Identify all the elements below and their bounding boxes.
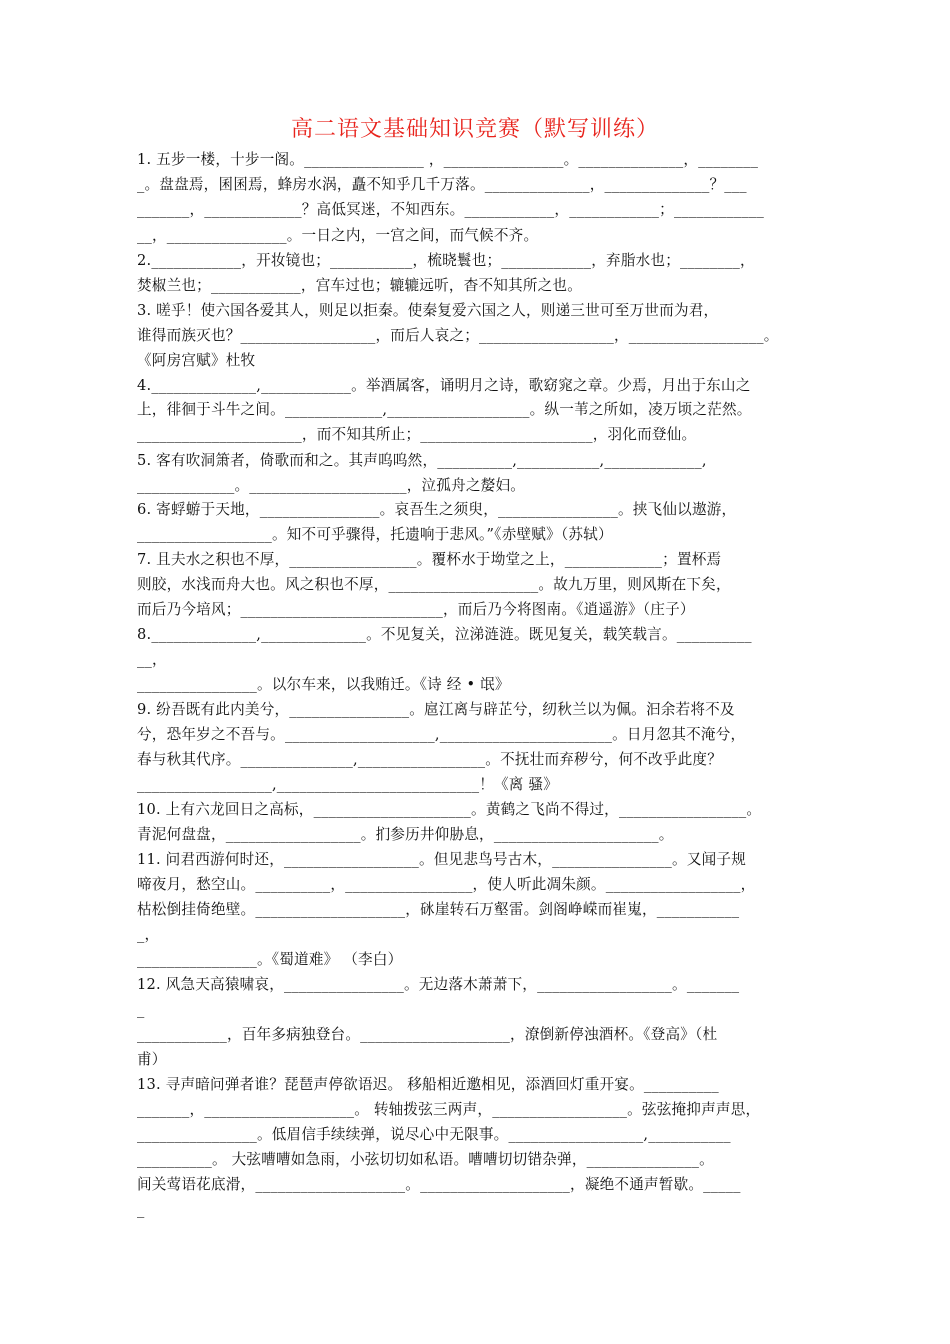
- text-line: __，: [137, 651, 167, 668]
- text-line: 8.______________,______________。不见复关，泣涕涟涟。既见复关，载笑载言。__________: [137, 626, 752, 643]
- text-line: 《阿房宫赋》杜牧: [137, 352, 256, 369]
- text-line: 甫）: [137, 1051, 167, 1068]
- text-line: 13. 寻声暗问弹者谁？琵琶声停欲语迟。 移船相近邀相见，添酒回灯重开宴。__________: [137, 1076, 719, 1093]
- text-line: __，________________。一日之内，一宫之间，而气候不齐。: [137, 227, 539, 244]
- text-line: 则胶，水浅而舟大也。风之积也不厚，____________________。故九万里，则风斯在下矣，: [137, 576, 731, 593]
- text-line: 谁得而族灭也？__________________，而后人哀之；__________________，__________________。: [137, 327, 779, 344]
- text-line: ________________。《蜀道难》 （李白）: [137, 951, 403, 968]
- text-line: _: [137, 1201, 145, 1218]
- text-line: 3. 嗟乎！使六国各爱其人，则足以拒秦。使秦复爱六国之人，则递三世可至万世而为君，: [137, 302, 719, 319]
- text-line: 6. 寄蜉蝣于天地，________________。哀吾生之须臾，________________。挟飞仙以遨游，: [137, 501, 737, 518]
- text-line: _，: [137, 926, 160, 943]
- document-title: 高二语文基础知识竞赛（默写训练）: [290, 117, 659, 142]
- text-line: ____________，百年多病独登台。____________________，潦倒新停浊酒杯。《登高》（杜: [137, 1026, 718, 1043]
- text-line: _。盘盘焉，囷囷焉，蜂房水涡，矗不知乎几千万落。______________，______________？___: [137, 176, 747, 193]
- text-line: 上，徘徊于斗牛之间。_____________,___________________。纵一苇之所如，凌万顷之茫然。: [137, 401, 752, 418]
- text-line: 而后乃今培风；___________________________，而后乃今将图南。《逍遥游》（庄子）: [137, 601, 695, 618]
- text-line: _______，____________________。 转轴拨弦三两声，__________________。弦弦掩抑声声思，: [137, 1101, 761, 1118]
- text-line: 11. 问君西游何时还，__________________。但见悲鸟号古木，________________。又闻子规: [137, 851, 747, 868]
- text-line: 啼夜月，愁空山。__________，_________________，使人听此凋朱颜。__________________，: [137, 876, 756, 893]
- text-line: 青泥何盘盘，__________________。扪参历井仰胁息，______________________。: [137, 826, 674, 843]
- text-line: __________。 大弦嘈嘈如急雨，小弦切切如私语。嘈嘈切切错杂弹，_______________。: [137, 1151, 714, 1168]
- text-line: 枯松倒挂倚绝壁。____________________，砯崖转石万壑雷。剑阁峥嵘而崔嵬，___________: [137, 901, 740, 918]
- text-line: 7. 且夫水之积也不厚，_________________。覆杯水于坳堂之上，_____________；置杯焉: [137, 551, 722, 568]
- text-line: 2.____________，开妆镜也；___________，梳晓鬟也；____________，弃脂水也；________，: [137, 252, 755, 269]
- text-line: _____________。_____________________，泣孤舟之嫠妇。: [137, 477, 526, 494]
- text-line: ________________。低眉信手续续弹，说尽心中无限事。__________________,___________: [137, 1126, 731, 1143]
- text-line: 10. 上有六龙回日之高标，_____________________。黄鹤之飞尚不得过，_________________。: [137, 801, 762, 818]
- text-line: _______，_____________？高低冥迷，不知西东。____________，____________；____________: [137, 201, 764, 218]
- text-line: ______________________，而不知其所止；_______________________，羽化而登仙。: [137, 426, 697, 443]
- text-line: 12. 风急天高猿啸哀，________________。无边落木萧萧下，__________________。_______: [137, 976, 740, 993]
- text-line: 春与秋其代序。_______________,_________________。不抚壮而弃秽兮，何不改乎此度？: [137, 751, 722, 768]
- text-line: ________________。以尔车来，以我贿迁。《诗 经 • 氓》: [137, 676, 510, 693]
- text-line: 5. 客有吹洞箫者，倚歌而和之。其声呜呜然，__________,___________,_____________,: [137, 452, 707, 469]
- text-line: 间关莺语花底滑，____________________。____________________，凝绝不通声暂歇。_____: [137, 1176, 741, 1193]
- text-line: __________________。知不可乎骤得，托遗响于悲风。”《赤壁赋》（苏轼）: [137, 526, 613, 543]
- text-line: __________________,___________________________！《离 骚》: [137, 776, 559, 793]
- text-line: 焚椒兰也；____________，宫车过也；辘辘远听，杳不知其所之也。: [137, 277, 583, 294]
- text-line: 兮，恐年岁之不吾与。____________________,_______________________。日月忽其不淹兮，: [137, 726, 746, 743]
- text-line: 1. 五步一楼，十步一阁。________________ ，________________。______________，________: [137, 151, 759, 168]
- text-line: 9. 纷吾既有此内美兮，________________。扈江离与辟芷兮，纫秋兰以为佩。汩余若将不及: [137, 701, 735, 718]
- text-line: _: [137, 1001, 145, 1018]
- text-line: 4.______________,____________。举酒属客，诵明月之诗，歌窈窕之章。少焉，月出于东山之: [137, 377, 751, 394]
